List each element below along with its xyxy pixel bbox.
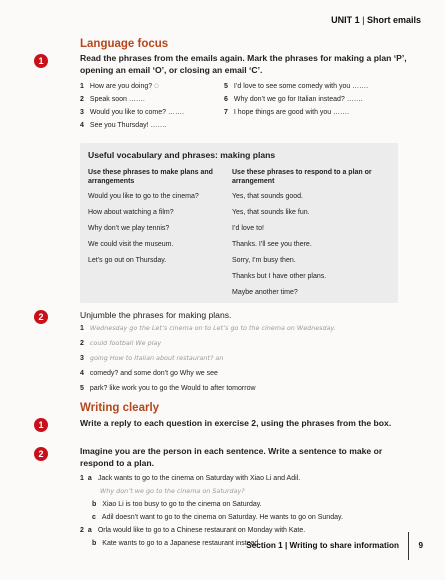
item-list-left [80, 82, 230, 134]
list-item: 1 How are you doing? O [80, 83, 159, 90]
vocab-phrase: We could visit the museum. [88, 241, 174, 248]
task-item: b Kate wants to go to a Japanese restaurant instead. [92, 540, 261, 547]
footer-section: Section 1 [246, 541, 283, 550]
exercise-instruction: Unjumble the phrases for making plans. [80, 310, 232, 320]
list-item: 3 going How to Italian about restaurant? an [80, 354, 224, 362]
vocab-column-respond [232, 168, 392, 304]
vocab-phrase: Thanks but I have other plans. [232, 273, 327, 280]
vocabulary-box-title: Useful vocabulary and phrases: making plans [88, 150, 276, 160]
exercise-instruction: Write a reply to each question in exercise 2, using the phrases from the box. [80, 418, 392, 428]
vocab-phrase: Thanks. I’ll see you there. [232, 241, 312, 248]
list-item: 1 Wednesday go the Let’s cinema on to Let’s go to the cinema on Wednesday. [80, 324, 336, 332]
list-item: 3 Would you like to come? ……. [80, 109, 184, 116]
list-item: 5 park? like work you to go the Would to after tomorrow [80, 385, 256, 392]
vocab-phrase: Let’s go out on Thursday. [88, 257, 167, 264]
task-item: b Xiao Li is too busy to go to the cinema on Saturday. [92, 501, 262, 508]
vocab-column-heading: Use these phrases to respond to a plan or arrangement [232, 169, 372, 185]
unjumble-list [80, 324, 410, 399]
handwritten-answer: Why don’t we go to the cinema on Saturday? [100, 487, 245, 495]
unit-label: UNIT 1 [331, 15, 360, 25]
page-number: 9 [418, 541, 423, 550]
list-item: 4 See you Thursday! ……. [80, 122, 167, 129]
vocab-phrase: Yes, that sounds good. [232, 193, 303, 200]
list-item: 2 could football We play [80, 339, 162, 347]
page-footer: Section 1 | Writing to share information [246, 541, 399, 550]
language-focus-heading: Language focus [80, 38, 169, 50]
task-item: 1 a Jack wants to go to the cinema on Saturday with Xiao Li and Adil. [80, 475, 301, 482]
vocab-phrase: Maybe another time? [232, 289, 298, 296]
exercise-instruction: Read the phrases from the emails again. Mark the phrases for making a plan ‘P’, opening an email ‘O’, or closing an email ‘C’. [80, 53, 407, 75]
vocab-phrase: I’d love to! [232, 225, 264, 232]
vocab-phrase: Why don’t we play tennis? [88, 225, 170, 232]
footer-divider [408, 532, 409, 560]
vocab-phrase: Sorry, I’m busy then. [232, 257, 296, 264]
vocab-phrase: Would you like to go to the cinema? [88, 193, 199, 200]
vocab-phrase: Yes, that sounds like fun. [232, 209, 310, 216]
exercise-number-badge: 1 [34, 54, 48, 68]
running-header: UNIT 1 | Short emails [331, 15, 421, 25]
vocab-column-heading: Use these phrases to make plans and arrangements [88, 169, 213, 185]
handwritten-mark: O [154, 84, 159, 90]
unit-title: Short emails [366, 15, 421, 25]
exercise-instruction: Imagine you are the person in each sentence. Write a sentence to make or respond to a plan. [80, 446, 383, 468]
exercise-number-badge: 1 [34, 418, 48, 432]
item-list-right [224, 82, 414, 121]
list-item: 2 Speak soon ……. [80, 96, 145, 103]
task-item: 2 a Orla would like to go to a Chinese restaurant on Monday with Kate. [80, 527, 306, 534]
list-item: 5 I’d love to see some comedy with you ……. [224, 83, 369, 90]
vocab-phrase: How about watching a film? [88, 209, 174, 216]
exercise-number-badge: 2 [34, 310, 48, 324]
task-item: c Adil doesn’t want to go to the cinema on Saturday. He wants to go on Sunday. [92, 514, 343, 521]
exercise-number-badge: 2 [34, 447, 48, 461]
list-item: 4 comedy? and some don’t go Why we see [80, 370, 218, 377]
list-item: 6 Why don’t we go for Italian instead? ……. [224, 96, 363, 103]
list-item: 7 I hope things are good with you ……. [224, 109, 350, 116]
footer-title: Writing to share information [289, 541, 399, 550]
vocab-column-make-plans [88, 168, 228, 272]
writing-clearly-heading: Writing clearly [80, 402, 160, 414]
